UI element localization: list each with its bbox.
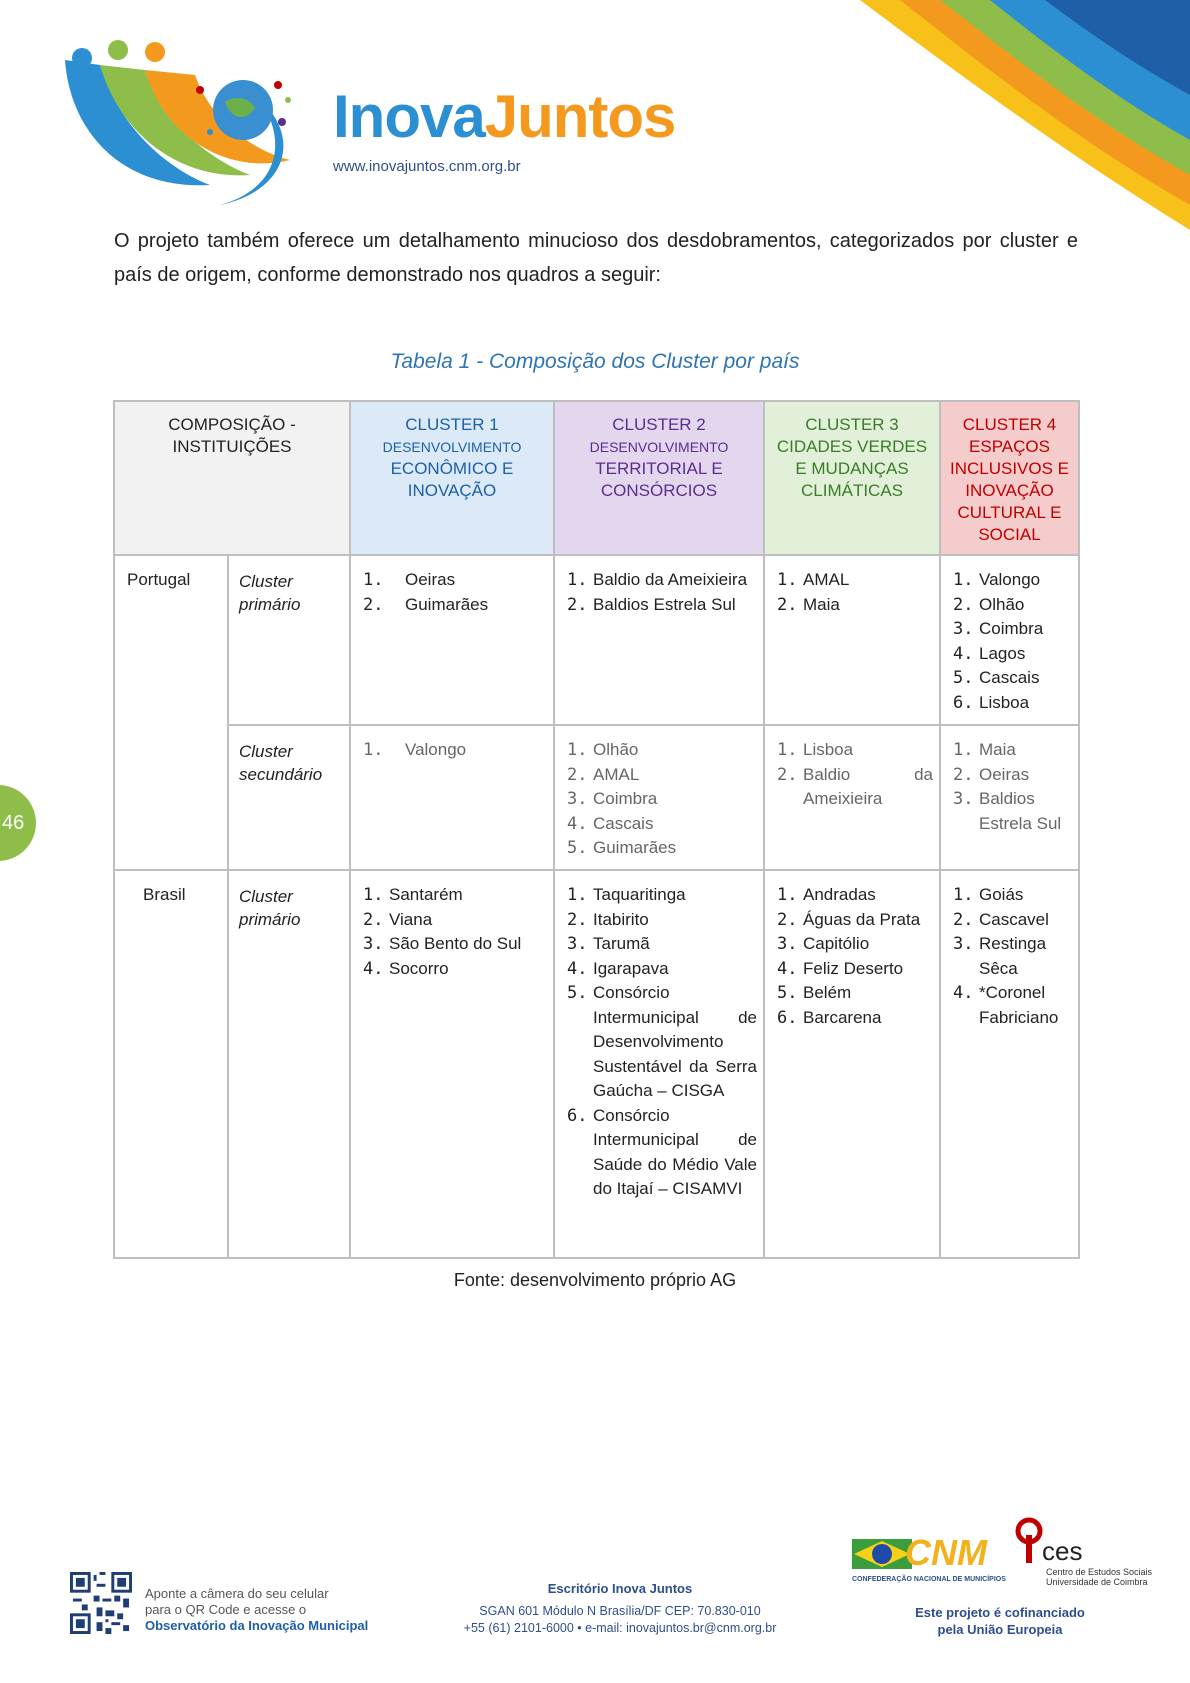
list-item-text: Coimbra: [593, 789, 658, 808]
page-number: 46: [2, 812, 25, 834]
list-item-text: Cascavel: [979, 909, 1049, 929]
list-item-number: 1.: [567, 740, 588, 760]
list-item-number: 3.: [777, 934, 798, 954]
cluster-cell: [554, 555, 764, 725]
list-item-text: Cascais: [979, 668, 1040, 687]
list-item-number: 5.: [777, 983, 798, 1003]
table-header-row: [114, 401, 1079, 555]
list-item-number: 2.: [363, 909, 384, 930]
list-item-text: Taquaritinga: [593, 885, 686, 904]
header-cluster-3: CLUSTER 3 CIDADES VERDES E MUDANÇAS CLIMÁTICAS: [764, 401, 940, 555]
list-item-text: Socorro: [389, 958, 449, 978]
list-item: [567, 883, 757, 908]
list-item-text: *Coronel Fabriciano: [979, 983, 1059, 1027]
intro-paragraph: O projeto também oferece um detalhamento minucioso dos desdobramentos, categorizados por cluster e país de origem, conforme demonstrado nos quadros a seguir:: [114, 230, 1078, 286]
list-item-text: Restinga Sêca: [979, 934, 1047, 978]
list-item-number: 1.: [363, 570, 384, 590]
list-item: [953, 617, 1072, 642]
list-item: [363, 932, 547, 957]
list-item-text: Tarumã: [593, 934, 650, 953]
list-item-number: 2.: [777, 764, 798, 785]
cluster-cell: [554, 870, 764, 1258]
list-item: [363, 738, 547, 763]
list-item: [953, 691, 1072, 716]
list-item-text: Igarapava: [593, 958, 669, 978]
logo-inova: Inova: [333, 83, 485, 150]
list-item: [363, 568, 547, 593]
list-item: [953, 787, 1072, 836]
list-item-number: 4.: [567, 813, 588, 834]
list-item: [953, 981, 1072, 1030]
header-cluster-2: CLUSTER 2 DESENVOLVIMENTO TERRITORIAL E CONSÓRCIOS: [554, 401, 764, 555]
list-item: [953, 568, 1072, 593]
list-item-text: Consórcio Intermunicipal de Saúde do Médio Vale do Itajaí – CISAMVI: [593, 1105, 757, 1198]
list-item: [363, 883, 547, 908]
cluster-cell: [940, 725, 1079, 870]
country-cell: Brasil: [114, 870, 228, 1258]
list-item: [953, 738, 1072, 763]
list-item: [777, 908, 933, 933]
cluster-cell: [350, 870, 554, 1258]
list-item-text: Baldio da Ameixieira: [803, 764, 933, 808]
list-item-text: Goiás: [979, 885, 1024, 904]
list-item-number: 4.: [567, 958, 588, 979]
list-item-number: 4.: [953, 643, 974, 664]
list-item-text: Baldio da Ameixieira: [593, 570, 748, 589]
list-item: [777, 883, 933, 908]
list-item-number: 1.: [777, 740, 798, 760]
list-item-number: 2.: [363, 594, 384, 615]
list-item: [953, 883, 1072, 908]
list-item: [567, 763, 757, 788]
list-item-number: 2.: [567, 594, 588, 615]
list-item-number: 2.: [953, 909, 974, 930]
cluster-type-cell: Cluster primário: [228, 555, 350, 725]
list-item-text: AMAL: [803, 570, 850, 589]
list-item: [567, 787, 757, 812]
list-item-number: 6.: [777, 1007, 798, 1028]
list-item-number: 3.: [953, 934, 974, 954]
list-item-number: 2.: [953, 594, 974, 615]
list-item: [953, 763, 1072, 788]
list-item-number: 1.: [777, 885, 798, 905]
list-item-text: Lagos: [979, 643, 1026, 663]
eu-cofinancing-note: Este projeto é cofinanciado pela União Europeia: [915, 1605, 1085, 1637]
list-item-text: São Bento do Sul: [389, 934, 522, 953]
list-item: [567, 836, 757, 861]
list-item-text: Baldios Estrela Sul: [593, 594, 736, 614]
list-item: [953, 908, 1072, 933]
cluster-cell: [940, 870, 1079, 1258]
list-item-text: Valongo: [405, 740, 467, 759]
list-item-text: Viana: [389, 909, 433, 929]
list-item-text: Itabirito: [593, 909, 649, 929]
list-item: [567, 957, 757, 982]
list-item: [777, 1006, 933, 1031]
list-item-number: 2.: [567, 909, 588, 930]
list-item: [567, 981, 757, 1104]
list-item-text: Águas da Prata: [803, 909, 921, 929]
list-item: [777, 763, 933, 812]
list-item-number: 1.: [953, 885, 974, 905]
list-item-number: 2.: [953, 764, 974, 785]
cluster-cell: [350, 725, 554, 870]
list-item: [777, 738, 933, 763]
table-caption: Tabela 1 - Composição dos Cluster por país: [390, 350, 800, 373]
list-item-number: 1.: [777, 570, 798, 590]
list-item-number: 3.: [567, 934, 588, 954]
table-source: Fonte: desenvolvimento próprio AG: [453, 1270, 737, 1290]
cluster-cell: [764, 870, 940, 1258]
logo-wordmark: [333, 82, 675, 151]
list-item-number: 5.: [953, 668, 974, 688]
list-item: [567, 932, 757, 957]
cluster-table: [113, 400, 1080, 1259]
header-composition: COMPOSIÇÃO - INSTITUIÇÕES: [114, 401, 350, 555]
corner-swoosh-decoration: [860, 0, 1190, 240]
list-item: [953, 593, 1072, 618]
list-item: [363, 593, 547, 618]
list-item: [953, 642, 1072, 667]
cluster-cell: [940, 555, 1079, 725]
list-item-number: 1.: [953, 740, 974, 760]
list-item: [777, 981, 933, 1006]
cluster-cell: [764, 725, 940, 870]
office-contact: Escritório Inova Juntos SGAN 601 Módulo N Brasília/DF CEP: 70.830-010 +55 (61) 2101-6000 • e-mail: inovajuntos.br@cnm.org.br: [463, 1581, 777, 1635]
table-row: [114, 725, 1079, 870]
qr-code-icon[interactable]: [70, 1572, 132, 1634]
cluster-cell: [554, 725, 764, 870]
cluster-cell: [350, 555, 554, 725]
list-item-number: 2.: [777, 594, 798, 615]
list-item-text: Maia: [803, 594, 840, 614]
list-item-number: 3.: [363, 934, 384, 954]
list-item: [363, 908, 547, 933]
list-item-text: Baldios Estrela Sul: [979, 789, 1062, 833]
list-item-number: 2.: [567, 764, 588, 785]
ces-subtitle: Centro de Estudos Sociais Universidade de Coimbra: [1046, 1567, 1153, 1587]
list-item-number: 6.: [953, 692, 974, 713]
list-item: [567, 812, 757, 837]
list-item-text: Santarém: [389, 885, 463, 904]
list-item-number: 6.: [567, 1105, 588, 1126]
list-item-text: Olhão: [593, 740, 639, 759]
list-item-number: 1.: [363, 885, 384, 905]
list-item-number: 4.: [777, 958, 798, 979]
list-item: [363, 957, 547, 982]
list-item-text: Valongo: [979, 570, 1041, 589]
list-item: [953, 666, 1072, 691]
header-cluster-4: CLUSTER 4 ESPAÇOS INCLUSIVOS E INOVAÇÃO CULTURAL E SOCIAL: [940, 401, 1079, 555]
list-item: [567, 593, 757, 618]
list-item-text: Lisboa: [979, 692, 1030, 712]
list-item-number: 4.: [953, 983, 974, 1003]
table-row: [114, 870, 1079, 1258]
list-item-text: Coimbra: [979, 619, 1044, 638]
list-item-text: Andradas: [803, 885, 876, 904]
list-item-text: Guimarães: [405, 594, 489, 614]
list-item-number: 1.: [953, 570, 974, 590]
cnm-subtitle: CONFEDERAÇÃO NACIONAL DE MUNICÍPIOS: [852, 1576, 1006, 1583]
cnm-wordmark: CNM: [905, 1532, 987, 1573]
list-item-text: AMAL: [593, 764, 640, 784]
list-item-text: Feliz Deserto: [803, 958, 904, 978]
list-item-text: Barcarena: [803, 1007, 882, 1027]
list-item-number: 1.: [567, 570, 588, 590]
list-item: [777, 957, 933, 982]
list-item: [567, 568, 757, 593]
list-item: [953, 932, 1072, 981]
country-cell: Portugal: [114, 555, 228, 870]
list-item-text: Olhão: [979, 594, 1025, 614]
list-item: [777, 593, 933, 618]
header-cluster-1: CLUSTER 1 DESENVOLVIMENTO ECONÔMICO E INOVAÇÃO: [350, 401, 554, 555]
logo-juntos: Juntos: [484, 83, 676, 150]
cluster-cell: [764, 555, 940, 725]
qr-instructions: Aponte a câmera do seu celular para o QR Code e acesse o Observatório da Inovação Municipal: [145, 1586, 369, 1633]
list-item-number: 3.: [953, 789, 974, 809]
list-item: [567, 908, 757, 933]
ces-wordmark: ces: [1042, 1536, 1083, 1566]
list-item-number: 5.: [567, 838, 588, 858]
list-item-number: 4.: [363, 958, 384, 979]
list-item-text: Cascais: [593, 813, 654, 833]
list-item-text: Oeiras: [979, 764, 1030, 784]
list-item: [777, 932, 933, 957]
cluster-type-cell: Cluster secundário: [228, 725, 350, 870]
list-item-text: Consórcio Intermunicipal de Desenvolvimento Sustentável da Serra Gaúcha – CISGA: [593, 983, 757, 1100]
list-item: [567, 738, 757, 763]
list-item-number: 1.: [567, 885, 588, 905]
list-item-number: 5.: [567, 983, 588, 1003]
list-item-number: 2.: [777, 909, 798, 930]
list-item-text: Capitólio: [803, 934, 870, 953]
list-item-text: Belém: [803, 983, 852, 1002]
list-item-number: 1.: [363, 740, 384, 760]
list-item-text: Oeiras: [405, 570, 456, 589]
list-item-text: Lisboa: [803, 740, 854, 759]
table-row: [114, 555, 1079, 725]
logo-url[interactable]: www.inovajuntos.cnm.org.br: [333, 158, 521, 175]
list-item: [777, 568, 933, 593]
list-item-text: Guimarães: [593, 838, 677, 857]
list-item-text: Maia: [979, 740, 1016, 759]
list-item-number: 3.: [953, 619, 974, 639]
list-item-number: 3.: [567, 789, 588, 809]
cluster-type-cell: Cluster primário: [228, 870, 350, 1258]
list-item: [567, 1104, 757, 1202]
